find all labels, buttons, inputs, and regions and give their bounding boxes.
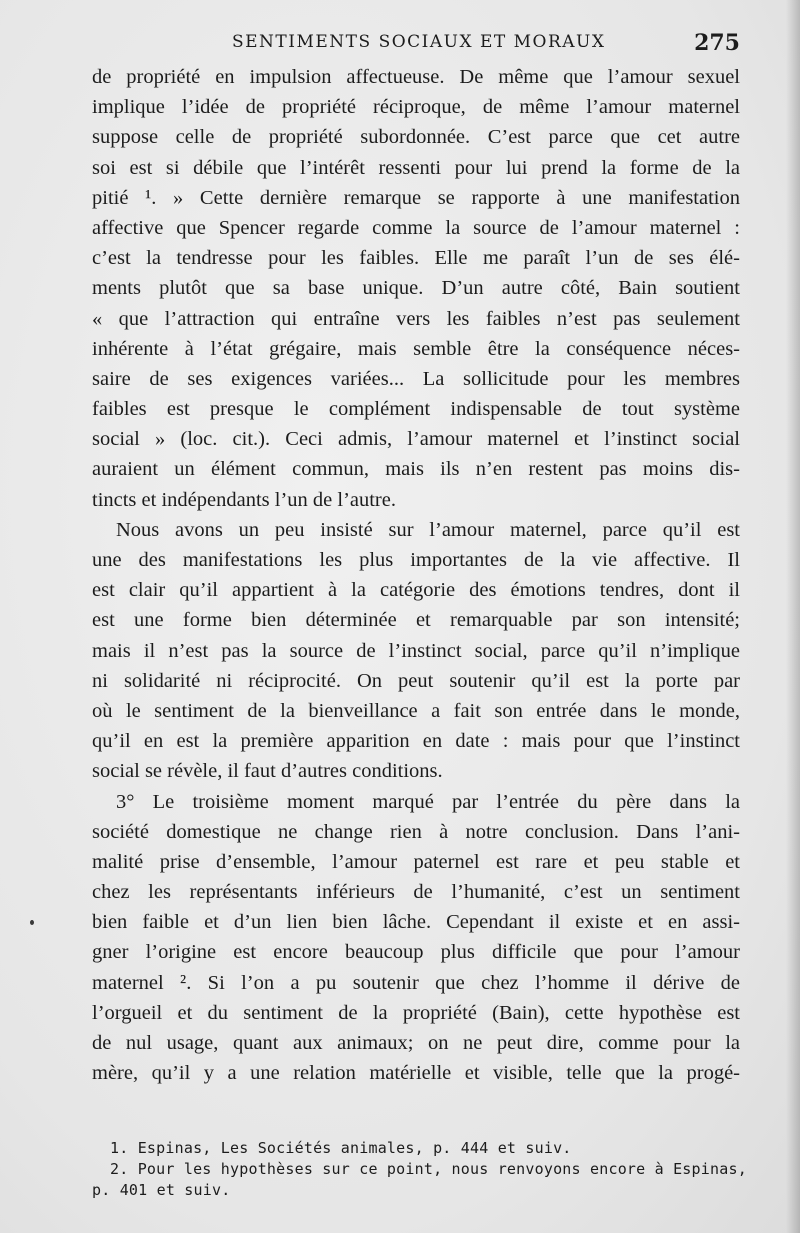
text-line: où le sentiment de la bienveillance a fait son entrée dans le monde, — [92, 699, 740, 722]
text-line: inhérente à l’état grégaire, mais semble être la conséquence néces- — [92, 337, 740, 360]
text-line: faibles est presque le complément indispensable de tout système — [92, 398, 740, 421]
text-line: saire de ses exigences variées... La sollicitude pour les membres — [92, 367, 740, 390]
text-line: suppose celle de propriété subordonnée. C’est parce que cet autre — [92, 126, 740, 149]
page-header — [92, 32, 740, 56]
ink-speck — [30, 920, 34, 925]
footnote-line: 1. Espinas, Les Sociétés animales, p. 444 et suiv. — [110, 1139, 572, 1157]
text-line: malité prise d’ensemble, l’amour paternel est rare et peu stable et — [92, 850, 740, 873]
body-text — [92, 62, 740, 1088]
page-edge-shadow — [786, 0, 800, 1233]
footnote-line: 2. Pour les hypothèses sur ce point, nous renvoyons encore à Espinas, — [110, 1160, 747, 1178]
text-line: gner l’origine est encore beaucoup plus difficile que pour l’amour — [92, 941, 740, 964]
text-line: ments plutôt que sa base unique. D’un autre côté, Bain soutient — [92, 277, 740, 300]
running-head: SENTIMENTS SOCIAUX ET MORAUX — [232, 32, 606, 52]
footnotes — [92, 1138, 752, 1201]
text-line: ni solidarité ni réciprocité. On peut soutenir qu’il est la porte par — [92, 669, 740, 692]
text-line: société domestique ne change rien à notre conclusion. Dans l’ani- — [92, 820, 740, 843]
text-line: mais il n’est pas la source de l’instinct social, parce qu’il n’implique — [92, 639, 740, 662]
text-line: Nous avons un peu insisté sur l’amour maternel, parce qu’il est — [116, 518, 740, 541]
text-line: c’est la tendresse pour les faibles. Elle me paraît l’un de ses élé- — [92, 247, 740, 270]
text-line: social » (loc. cit.). Ceci admis, l’amour maternel et l’instinct social — [92, 428, 740, 451]
text-line: de propriété en impulsion affectueuse. De même que l’amour sexuel — [92, 66, 740, 88]
text-line: 3° Le troisième moment marqué par l’entrée du père dans la — [116, 790, 740, 813]
text-line: une des manifestations les plus importantes de la vie affective. Il — [92, 549, 740, 571]
page-number: 275 — [694, 30, 740, 56]
text-line: implique l’idée de propriété réciproque, de même l’amour maternel — [92, 96, 740, 119]
text-line: l’orgueil et du sentiment de la propriété (Bain), cette hypothèse est — [92, 1001, 740, 1024]
text-line: mère, qu’il y a une relation matérielle et visible, telle que la progé- — [92, 1062, 740, 1085]
text-line: qu’il en est la première apparition en date : mais pour que l’instinct — [92, 730, 740, 753]
footnote-line: p. 401 et suiv. — [92, 1181, 231, 1199]
text-line: « que l’attraction qui entraîne vers les faibles n’est pas seulement — [92, 307, 740, 330]
text-line: affective que Spencer regarde comme la source de l’amour maternel : — [92, 216, 740, 239]
text-line: est clair qu’il appartient à la catégorie des émotions tendres, dont il — [92, 579, 740, 602]
text-line: est une forme bien déterminée et remarquable par son intensité; — [92, 609, 740, 632]
text-line: pitié ¹. » Cette dernière remarque se rapporte à une manifestation — [92, 186, 740, 209]
text-line: bien faible et d’un lien bien lâche. Cependant il existe et en assi- — [92, 911, 740, 934]
text-line: soi est si débile que l’intérêt ressenti pour lui prend la forme de la — [92, 156, 740, 179]
text-line: maternel ². Si l’on a pu soutenir que chez l’homme il dérive de — [92, 971, 740, 994]
text-line: chez les représentants inférieurs de l’humanité, c’est un sentiment — [92, 881, 740, 904]
text-line: de nul usage, quant aux animaux; on ne peut dire, comme pour la — [92, 1032, 740, 1054]
text-line: auraient un élément commun, mais ils n’en restent pas moins dis- — [92, 458, 740, 481]
text-line: tincts et indépendants l’un de l’autre. — [92, 488, 396, 511]
text-line: social se révèle, il faut d’autres conditions. — [92, 760, 443, 783]
